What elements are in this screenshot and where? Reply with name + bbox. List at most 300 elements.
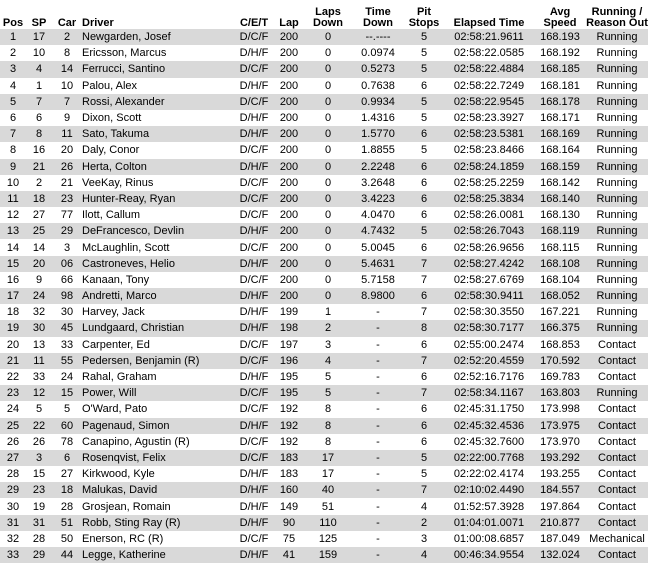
pos-cell: 12 [0,207,26,223]
car-cell: 24 [52,369,82,385]
elapsed-time-cell: 02:22:02.4174 [444,466,534,482]
driver-cell: Ilott, Callum [82,207,234,223]
cet-cell: D/H/F [234,515,274,531]
car-cell: 33 [52,337,82,353]
lap-cell: 195 [274,385,304,401]
elapsed-time-cell: 02:58:26.9656 [444,239,534,255]
driver-cell: Enerson, RC (R) [82,531,234,547]
car-cell: 10 [52,78,82,94]
elapsed-time-cell: 02:58:25.3834 [444,191,534,207]
cet-cell: D/C/F [234,272,274,288]
pos-cell: 9 [0,159,26,175]
status-cell: Running [586,159,648,175]
laps-down-cell: 40 [304,482,352,498]
driver-cell: Rossi, Alexander [82,94,234,110]
car-cell: 2 [52,29,82,45]
pit-stops-cell: 5 [404,450,444,466]
sp-cell: 10 [26,45,52,61]
time-down-cell: - [352,418,404,434]
laps-down-cell: 159 [304,547,352,563]
pit-stops-cell: 6 [404,191,444,207]
pos-cell: 5 [0,94,26,110]
pit-stops-cell: 6 [404,418,444,434]
elapsed-time-cell: 02:58:23.5381 [444,126,534,142]
status-cell: Running [586,78,648,94]
car-cell: 78 [52,434,82,450]
laps-down-cell: 0 [304,94,352,110]
car-cell: 20 [52,142,82,158]
car-cell: 6 [52,450,82,466]
pos-cell: 25 [0,418,26,434]
pit-stops-cell: 7 [404,482,444,498]
laps-down-cell: 0 [304,272,352,288]
pit-stops-cell: 6 [404,239,444,255]
col-header-time-down [352,0,404,29]
elapsed-time-cell: 02:45:32.4536 [444,418,534,434]
car-cell: 98 [52,288,82,304]
table-row [0,110,648,126]
pit-stops-cell: 6 [404,175,444,191]
avg-speed-cell: 169.783 [534,369,586,385]
avg-speed-line2: Speed [543,17,577,29]
laps-down-cell: 0 [304,78,352,94]
elapsed-time-cell: 02:52:16.7176 [444,369,534,385]
table-row [0,175,648,191]
pos-cell: 4 [0,78,26,94]
cet-cell: D/C/F [234,434,274,450]
avg-speed-cell: 168.192 [534,45,586,61]
avg-speed-cell: 168.119 [534,223,586,239]
avg-speed-cell: 193.292 [534,450,586,466]
sp-cell: 7 [26,94,52,110]
time-down-cell: - [352,547,404,563]
status-cell: Running [586,29,648,45]
avg-speed-cell: 168.115 [534,239,586,255]
table-row [0,29,648,45]
pit-stops-cell: 5 [404,29,444,45]
pit-stops-cell: 6 [404,78,444,94]
pos-cell: 29 [0,482,26,498]
laps-down-cell: 0 [304,239,352,255]
sp-cell: 6 [26,110,52,126]
laps-down-cell: 4 [304,353,352,369]
lap-cell: 200 [274,78,304,94]
status-line1: Running / [591,6,643,18]
pit-stops-cell: 4 [404,498,444,514]
avg-speed-cell: 173.998 [534,401,586,417]
avg-speed-cell: 173.970 [534,434,586,450]
col-header-elapsed: Elapsed Time [453,17,525,29]
time-down-cell: 2.2248 [352,159,404,175]
laps-down-cell: 5 [304,369,352,385]
sp-cell: 15 [26,466,52,482]
sp-cell: 3 [26,450,52,466]
elapsed-time-cell: 02:22:00.7768 [444,450,534,466]
sp-cell: 2 [26,175,52,191]
sp-cell: 8 [26,126,52,142]
pos-cell: 21 [0,353,26,369]
elapsed-time-cell: 02:58:22.9545 [444,94,534,110]
time-down-cell: - [352,531,404,547]
car-cell: 45 [52,320,82,336]
status-line2: Reason Out [586,17,648,29]
driver-cell: Newgarden, Josef [82,29,234,45]
pit-stops-cell: 6 [404,207,444,223]
lap-cell: 200 [274,45,304,61]
pit-stops-cell: 5 [404,94,444,110]
laps-down-cell: 0 [304,207,352,223]
elapsed-time-cell: 02:58:30.3550 [444,304,534,320]
cet-cell: D/H/F [234,498,274,514]
sp-cell: 22 [26,418,52,434]
pos-cell: 6 [0,110,26,126]
pit-stops-cell: 2 [404,515,444,531]
sp-cell: 5 [26,401,52,417]
cet-cell: D/H/F [234,482,274,498]
sp-cell: 17 [26,29,52,45]
status-cell: Running [586,256,648,272]
pos-cell: 18 [0,304,26,320]
sp-cell: 13 [26,337,52,353]
driver-cell: Daly, Conor [82,142,234,158]
driver-cell: Pedersen, Benjamin (R) [82,353,234,369]
table-row [0,353,648,369]
car-cell: 21 [52,175,82,191]
lap-cell: 183 [274,450,304,466]
driver-cell: Power, Will [82,385,234,401]
avg-speed-cell: 168.171 [534,110,586,126]
car-cell: 14 [52,61,82,77]
sp-cell: 28 [26,531,52,547]
pos-cell: 17 [0,288,26,304]
sp-cell: 12 [26,385,52,401]
driver-cell: Carpenter, Ed [82,337,234,353]
time-down-line2: Down [363,17,393,29]
pit-stops-cell: 7 [404,353,444,369]
lap-cell: 200 [274,223,304,239]
status-cell: Running [586,288,648,304]
status-cell: Contact [586,498,648,514]
table-row [0,401,648,417]
pos-cell: 11 [0,191,26,207]
driver-cell: Andretti, Marco [82,288,234,304]
avg-speed-cell: 197.864 [534,498,586,514]
avg-speed-line1: Avg [549,6,571,18]
avg-speed-cell: 193.255 [534,466,586,482]
status-cell: Contact [586,369,648,385]
car-cell: 9 [52,110,82,126]
driver-cell: Rahal, Graham [82,369,234,385]
time-down-cell: 5.4631 [352,256,404,272]
col-header-pos: Pos [2,17,24,29]
table-row [0,239,648,255]
pos-cell: 3 [0,61,26,77]
car-cell: 26 [52,159,82,175]
lap-cell: 41 [274,547,304,563]
driver-cell: Lundgaard, Christian [82,320,234,336]
laps-down-cell: 125 [304,531,352,547]
pos-cell: 13 [0,223,26,239]
lap-cell: 200 [274,61,304,77]
avg-speed-cell: 163.803 [534,385,586,401]
cet-cell: D/H/F [234,110,274,126]
pit-stops-cell: 6 [404,434,444,450]
col-header-laps-down [304,0,352,29]
cet-cell: D/H/F [234,159,274,175]
status-cell: Running [586,94,648,110]
elapsed-time-cell: 02:58:23.3927 [444,110,534,126]
time-down-cell: - [352,401,404,417]
table-row [0,94,648,110]
pit-stops-cell: 7 [404,272,444,288]
pit-stops-cell: 5 [404,110,444,126]
elapsed-time-cell: 02:58:30.9411 [444,288,534,304]
car-cell: 5 [52,401,82,417]
lap-cell: 197 [274,337,304,353]
avg-speed-cell: 166.375 [534,320,586,336]
elapsed-time-cell: 02:45:31.1750 [444,401,534,417]
sp-cell: 14 [26,239,52,255]
pit-stops-cell: 8 [404,320,444,336]
table-header-row [0,0,648,29]
pos-cell: 26 [0,434,26,450]
status-cell: Running [586,207,648,223]
elapsed-time-cell: 00:46:34.9554 [444,547,534,563]
driver-cell: Malukas, David [82,482,234,498]
elapsed-time-cell: 02:58:30.7177 [444,320,534,336]
status-cell: Running [586,110,648,126]
avg-speed-cell: 184.557 [534,482,586,498]
status-cell: Running [586,175,648,191]
time-down-line1: Time [365,6,391,18]
table-row [0,78,648,94]
avg-speed-cell: 168.853 [534,337,586,353]
status-cell: Running [586,385,648,401]
driver-cell: Harvey, Jack [82,304,234,320]
table-row [0,434,648,450]
status-cell: Contact [586,515,648,531]
pos-cell: 24 [0,401,26,417]
avg-speed-cell: 168.052 [534,288,586,304]
sp-cell: 27 [26,207,52,223]
cet-cell: D/H/F [234,256,274,272]
time-down-cell: 0.7638 [352,78,404,94]
pos-cell: 30 [0,498,26,514]
driver-cell: Canapino, Agustin (R) [82,434,234,450]
status-cell: Running [586,45,648,61]
pit-stops-cell: 5 [404,223,444,239]
sp-cell: 16 [26,142,52,158]
sp-cell: 9 [26,272,52,288]
col-header-driver: Driver [82,17,114,29]
time-down-cell: - [352,369,404,385]
avg-speed-cell: 168.108 [534,256,586,272]
pit-stops-cell: 6 [404,288,444,304]
car-cell: 60 [52,418,82,434]
status-cell: Contact [586,401,648,417]
laps-down-cell: 0 [304,126,352,142]
cet-cell: D/H/F [234,547,274,563]
time-down-cell: - [352,337,404,353]
car-cell: 23 [52,191,82,207]
avg-speed-cell: 168.185 [534,61,586,77]
status-cell: Running [586,142,648,158]
cet-cell: D/H/F [234,320,274,336]
pit-stops-cell: 5 [404,466,444,482]
pit-stops-cell: 3 [404,531,444,547]
laps-down-cell: 0 [304,110,352,126]
car-cell: 77 [52,207,82,223]
avg-speed-cell: 168.142 [534,175,586,191]
pos-cell: 2 [0,45,26,61]
sp-cell: 20 [26,256,52,272]
driver-cell: Robb, Sting Ray (R) [82,515,234,531]
cet-cell: D/H/F [234,466,274,482]
lap-cell: 198 [274,320,304,336]
col-header-car: Car [57,17,77,29]
elapsed-time-cell: 02:58:25.2259 [444,175,534,191]
pit-stops-cell: 5 [404,61,444,77]
laps-down-cell: 0 [304,45,352,61]
driver-cell: Ericsson, Marcus [82,45,234,61]
driver-cell: DeFrancesco, Devlin [82,223,234,239]
time-down-cell: 1.5770 [352,126,404,142]
pos-cell: 28 [0,466,26,482]
status-cell: Contact [586,434,648,450]
car-cell: 06 [52,256,82,272]
lap-cell: 200 [274,142,304,158]
sp-cell: 11 [26,353,52,369]
sp-cell: 18 [26,191,52,207]
pos-cell: 10 [0,175,26,191]
avg-speed-cell: 168.164 [534,142,586,158]
lap-cell: 200 [274,175,304,191]
elapsed-time-cell: 02:58:22.4884 [444,61,534,77]
driver-cell: Sato, Takuma [82,126,234,142]
car-cell: 18 [52,482,82,498]
cet-cell: D/H/F [234,288,274,304]
table-row [0,61,648,77]
pit-stops-line1: Pit [416,6,432,18]
laps-down-cell: 110 [304,515,352,531]
table-row [0,256,648,272]
car-cell: 29 [52,223,82,239]
lap-cell: 200 [274,29,304,45]
cet-cell: D/C/F [234,239,274,255]
table-row [0,515,648,531]
status-cell: Running [586,223,648,239]
pit-stops-cell: 6 [404,401,444,417]
car-cell: 51 [52,515,82,531]
time-down-cell: - [352,320,404,336]
avg-speed-cell: 132.024 [534,547,586,563]
lap-cell: 200 [274,191,304,207]
cet-cell: D/H/F [234,418,274,434]
time-down-cell: 3.4223 [352,191,404,207]
time-down-cell: - [352,450,404,466]
lap-cell: 200 [274,110,304,126]
laps-down-line2: Down [313,17,343,29]
lap-cell: 192 [274,401,304,417]
car-cell: 8 [52,45,82,61]
cet-cell: D/C/F [234,175,274,191]
table-row [0,498,648,514]
lap-cell: 195 [274,369,304,385]
laps-down-cell: 17 [304,450,352,466]
sp-cell: 4 [26,61,52,77]
status-cell: Running [586,272,648,288]
sp-cell: 29 [26,547,52,563]
time-down-cell: 0.5273 [352,61,404,77]
avg-speed-cell: 210.877 [534,515,586,531]
laps-down-cell: 0 [304,159,352,175]
cet-cell: D/C/F [234,337,274,353]
time-down-cell: - [352,515,404,531]
driver-cell: Grosjean, Romain [82,498,234,514]
status-cell: Contact [586,547,648,563]
table-row [0,531,648,547]
status-cell: Mechanical [586,531,648,547]
driver-cell: Kanaan, Tony [82,272,234,288]
table-row [0,369,648,385]
table-row [0,385,648,401]
elapsed-time-cell: 01:04:01.0071 [444,515,534,531]
driver-cell: Dixon, Scott [82,110,234,126]
car-cell: 44 [52,547,82,563]
time-down-cell: - [352,498,404,514]
pit-stops-cell: 7 [404,304,444,320]
pos-cell: 27 [0,450,26,466]
table-row [0,142,648,158]
pit-stops-cell: 4 [404,547,444,563]
status-cell: Running [586,126,648,142]
lap-cell: 200 [274,256,304,272]
sp-cell: 21 [26,159,52,175]
avg-speed-cell: 168.104 [534,272,586,288]
laps-down-cell: 2 [304,320,352,336]
lap-cell: 90 [274,515,304,531]
lap-cell: 196 [274,353,304,369]
time-down-cell: 5.7158 [352,272,404,288]
time-down-cell: - [352,466,404,482]
lap-cell: 183 [274,466,304,482]
table-row [0,337,648,353]
table-row [0,320,648,336]
elapsed-time-cell: 02:10:02.4490 [444,482,534,498]
elapsed-time-cell: 02:45:32.7600 [444,434,534,450]
pit-stops-cell: 5 [404,142,444,158]
table-row [0,207,648,223]
pos-cell: 15 [0,256,26,272]
driver-cell: Rosenqvist, Felix [82,450,234,466]
elapsed-time-cell: 01:52:57.3928 [444,498,534,514]
table-row [0,288,648,304]
laps-down-cell: 1 [304,304,352,320]
pos-cell: 22 [0,369,26,385]
table-row [0,450,648,466]
sp-cell: 33 [26,369,52,385]
cet-cell: D/C/F [234,94,274,110]
table-row [0,223,648,239]
time-down-cell: 4.7432 [352,223,404,239]
time-down-cell: 5.0045 [352,239,404,255]
lap-cell: 200 [274,207,304,223]
cet-cell: D/C/F [234,450,274,466]
cet-cell: D/C/F [234,207,274,223]
pit-stops-cell: 6 [404,369,444,385]
elapsed-time-cell: 02:58:24.1859 [444,159,534,175]
elapsed-time-cell: 02:58:34.1167 [444,385,534,401]
